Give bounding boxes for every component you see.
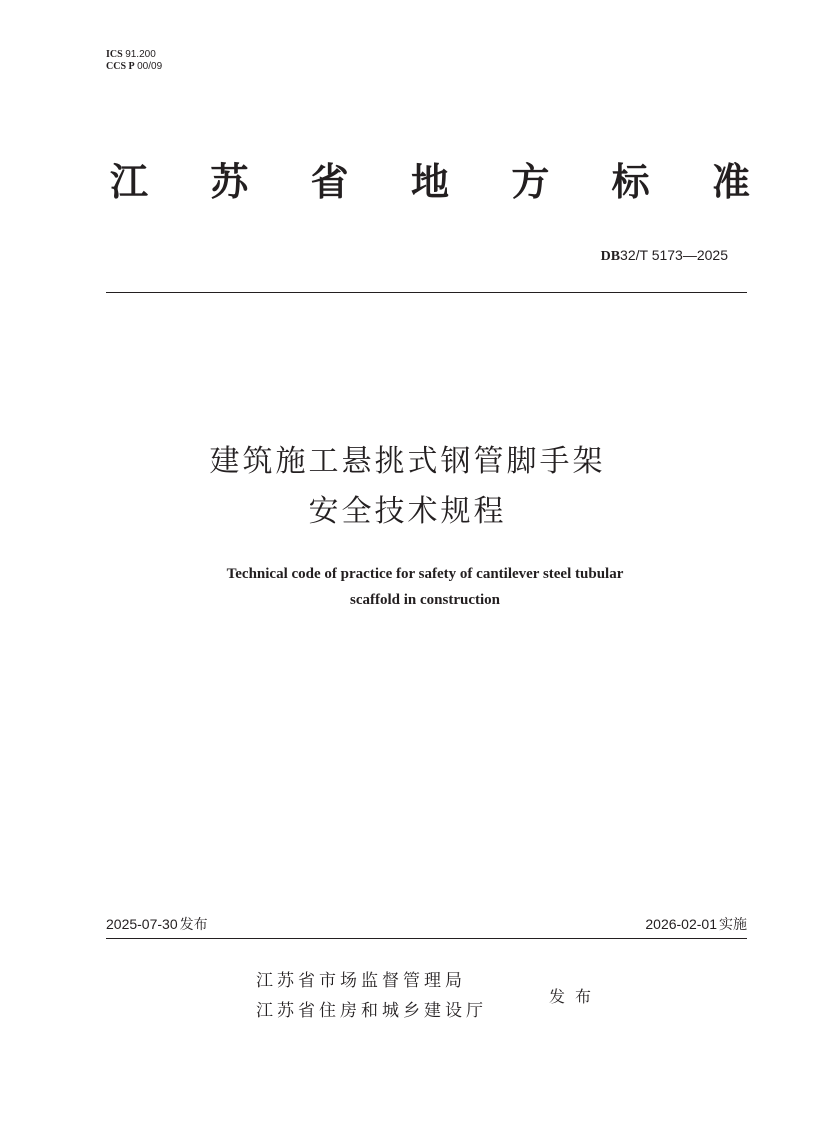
effective-date-value: 2026-02-01: [645, 916, 717, 932]
standard-code-prefix: DB: [600, 249, 621, 264]
standard-type-heading: [110, 156, 750, 208]
issue-date-label: 发布: [179, 917, 208, 933]
standard-type-char: 省: [310, 160, 349, 204]
issue-date: [106, 914, 208, 935]
classification-codes: [106, 49, 162, 73]
effective-date: [645, 914, 747, 935]
effective-date-label: 实施: [719, 917, 747, 933]
title-zh-line2: 安全技术规程: [308, 494, 507, 529]
title-en-line1: Technical code of practice for safety of cantilever steel tubular: [226, 566, 624, 582]
publish-label: 发布: [549, 987, 602, 1006]
standard-type-char: 标: [611, 160, 650, 204]
issue-date-value: 2025-07-30: [106, 916, 178, 932]
ics-value: 91.200: [125, 49, 156, 60]
ccs-prefix: P: [128, 61, 135, 72]
standard-type-char: 准: [711, 160, 750, 204]
ics-label: ICS: [106, 49, 123, 60]
standard-type-char: 地: [410, 160, 449, 204]
title-en-line2: scaffold in construction: [350, 592, 500, 608]
ccs-code: [106, 61, 162, 73]
ccs-label: CCS: [106, 61, 127, 72]
standard-code: [601, 246, 728, 266]
standard-type-char: 苏: [210, 160, 249, 204]
ics-code: [106, 49, 162, 61]
title-zh-line1: 建筑施工悬挑式钢管脚手架: [209, 444, 606, 479]
issuer-market-regulation: 江苏省市场监督管理局: [256, 971, 466, 991]
ccs-value: 00/09: [137, 61, 163, 72]
footer-divider: [106, 938, 747, 939]
issuer-housing-construction: 江苏省住房和城乡建设厅: [256, 1001, 487, 1021]
standard-type-char: 方: [511, 160, 550, 204]
standard-type-char: 江: [110, 160, 149, 204]
standard-code-number: 32/T 5173—2025: [620, 247, 728, 263]
header-divider: [106, 292, 747, 293]
